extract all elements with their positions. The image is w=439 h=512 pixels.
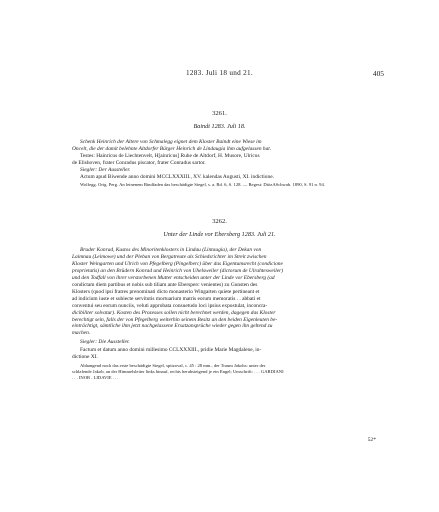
doc1-witnesses [72, 153, 380, 167]
doc2-body-line: Klosters (quod ipsi fratres prenominati dicto monasterio Wingarten quiete pertineant et [72, 288, 260, 295]
signature-mark: 52* [367, 437, 376, 443]
doc2-place-date: Unter der Linde vor Ebersberg 1283. Juli 21. [163, 231, 276, 238]
doc2-note-line: . . . INOR . LIDAVIE . . . [72, 375, 119, 381]
doc1-note [72, 182, 380, 188]
doc1-regest-line: Schenk Heinrich der Ältere von Schmalegg eignet dem Kloster Baindt eine Wiese im [80, 139, 262, 145]
doc2-datum-line: Factum et datum anno domini millesimo CCLXXXIII., pridie Marie Magdalene, in- [80, 347, 262, 353]
doc2-siegler-line: Siegler: Die Aussteller. [80, 339, 130, 345]
doc2-body-line: einträchtigt, sämtliche ihm jetzt nachgelassene Ersatzansprüche wieder gegen ihn geltend zu [72, 323, 273, 330]
doc2-body-line: machen. [72, 330, 91, 337]
doc2-note-line: schlafende Jakob, an der Himmelsleiter links hinauf, rechts herabsteigend je ein Engel; Umschrift: . . . GARDIANI [72, 369, 284, 375]
doc2-regest-line: Laimnau (Leimowe) und der Pleban von Bergatreute als Schiedsrichter im Streit zwischen [72, 253, 267, 260]
doc2-note [72, 363, 380, 382]
doc2-note-line: Abhangend noch das erste beschädigte Siegel, spitzoval, c. 45 : 28 mm., der Traum Jakobs: unter der [80, 363, 266, 368]
doc2-body [72, 282, 380, 337]
doc1-note-text: Wolfegg. Orig. Perg. An leinenem Bindfaden das beschädigte Siegel, s. a. Bd. 6, S. 128. — Regest: DiözASchwab. 1890, S. 91 n. 94. [80, 182, 325, 187]
doc2-body-line: conventui seu eorum nunciis, veluti approbata consuetudo loci ipsius expostulat, inconcra- [72, 302, 268, 309]
doc2-siegler [72, 339, 380, 346]
doc1-datum-line: Actum apud Biwende anno domini MCCLXXXIII., XV. kalendas Augusti, XI. indictione. [80, 174, 274, 180]
doc1-siegler-line: Siegler: Der Aussteller. [80, 167, 131, 173]
doc2-regest-line: Kloster Weingarten und Ulrich von Pfegelberg (Pingelberc) über das Eigentumsrecht (condicione [72, 260, 283, 267]
doc2-regest [72, 247, 380, 282]
doc2-body-line: berechtigt sein, falls der von Pfegelberg weiterhin seinem Besitz an den beiden Eigenleuten be- [72, 316, 278, 323]
doc2-regest-line: und den Todfall von ihrer verstorbenen Mutter entscheiden unter der Linde vor Ebersberg (ad [72, 274, 275, 281]
doc2-body-line: condictam diem partibus et nobis sub tiliam ante Ebersperc venientes) zu Gunsten des [72, 282, 258, 288]
running-header [0, 69, 439, 81]
doc1-place-date: Baindt 1283. Juli 18. [193, 123, 246, 130]
doc2-body-line: dicibiliter solvatur). Kosten des Prozesses sollen nicht berechnet werden, dagegen das Kloster [72, 309, 276, 316]
doc1-datum [72, 174, 380, 181]
doc2-regest-line: Bruder Konrad, Kustos des Minoritenklosters in Lindau (Lintaugia), der Dekan von [80, 247, 262, 253]
header-date: 1283. Juli 18 und 21. [186, 69, 253, 77]
doc1-regest [72, 139, 380, 153]
doc2-body-line: ad indicium iuste et subiecte servitutis mortuarium matris eorum memoratis . . abbati et [72, 295, 261, 302]
doc2-regest-line: proprietatis) an den Brüdern Konrad und Heinrich von Uhelsweiler (dictorum de Ulrahtesweiler) [72, 267, 284, 274]
doc1-witness-line: de Elishoven, frater Conradus piscator, frater Conradus sartor. [72, 159, 206, 166]
page-number: 405 [372, 69, 384, 78]
doc1-siegler [72, 167, 380, 174]
doc2-datum [72, 347, 380, 361]
doc2-datum-line: dictione XI. [72, 353, 98, 360]
doc1-witness-line: Testes: Hainricus de Liechtenvelt, H[ainricus] Ruhe de Altdorf, H. Musore, Ulricus [80, 153, 260, 159]
doc2-number: 3262. [212, 218, 227, 225]
doc1-number: 3261. [212, 110, 227, 117]
doc1-regest-line: Oncelt, die der damit belehnte Altdorfer Bürger Heinrich de Lindaugia ihm aufgelassen hat. [72, 145, 272, 152]
